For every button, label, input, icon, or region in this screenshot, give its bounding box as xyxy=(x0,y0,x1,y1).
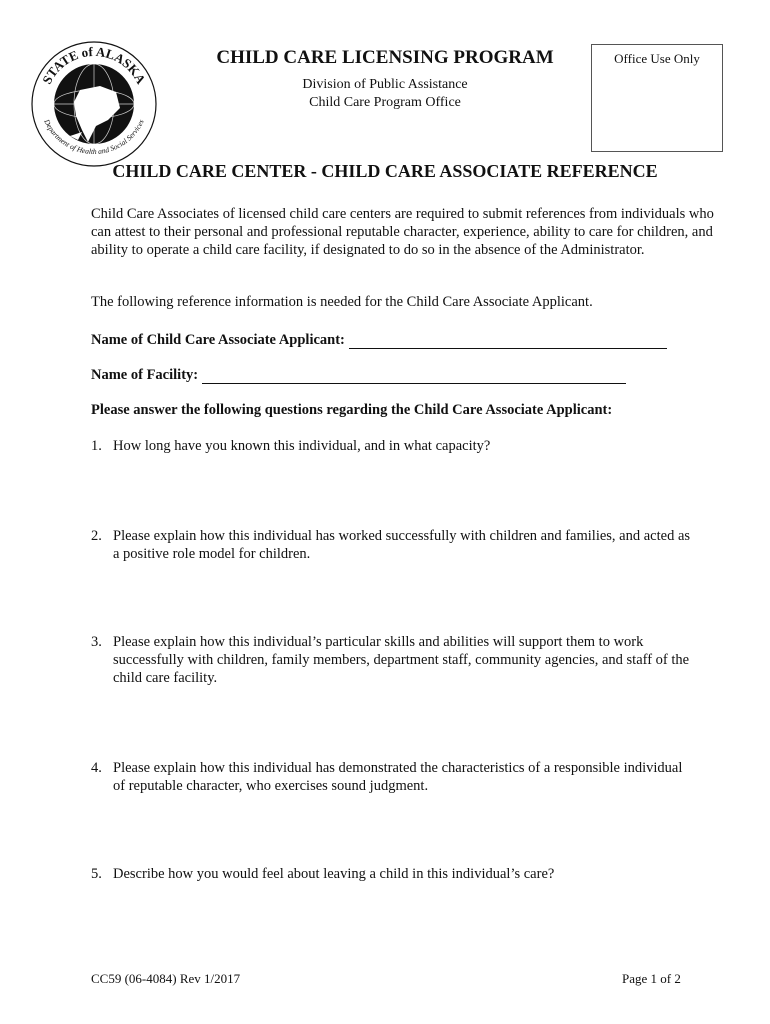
state-seal-logo xyxy=(30,40,158,168)
question-2 xyxy=(91,527,691,563)
question-text: How long have you known this individual, and in what capacity? xyxy=(113,438,491,454)
question-number: 4. xyxy=(91,760,102,776)
applicant-name-label: Name of Child Care Associate Applicant: xyxy=(91,332,345,348)
question-number: 3. xyxy=(91,634,102,650)
form-code: CC59 (06-4084) Rev 1/2017 xyxy=(91,971,241,986)
form-title: CHILD CARE CENTER - CHILD CARE ASSOCIATE REFERENCE xyxy=(112,161,658,181)
program-title: CHILD CARE LICENSING PROGRAM xyxy=(216,47,554,68)
office-use-only-box xyxy=(591,44,723,152)
page-number: Page 1 of 2 xyxy=(622,971,681,986)
question-number: 5. xyxy=(91,866,102,882)
questions-heading: Please answer the following questions regarding the Child Care Associate Applicant: xyxy=(91,402,613,418)
question-text: Please explain how this individual has worked successfully with children and families, and acted as a positive role model for children. xyxy=(113,528,691,562)
facility-name-line[interactable] xyxy=(202,369,626,384)
question-1 xyxy=(91,437,691,455)
question-text: Describe how you would feel about leaving a child in this individual’s care? xyxy=(113,866,555,882)
applicant-name-line[interactable] xyxy=(349,334,667,349)
division-name: Division of Public Assistance xyxy=(302,77,468,92)
question-text: Please explain how this individual has demonstrated the characteristics of a responsible individual of reputable character, who exercises sound judgment. xyxy=(113,760,683,794)
question-text: Please explain how this individual’s particular skills and abilities will support them to work successfully with children, family members, department staff, community agencies, and staff of the child care facility. xyxy=(113,634,690,686)
seal-bottom-text: Department of Health and Social Services xyxy=(42,117,146,157)
question-4 xyxy=(91,759,691,795)
question-number: 2. xyxy=(91,528,102,544)
office-name: Child Care Program Office xyxy=(309,95,461,110)
office-use-label: Office Use Only xyxy=(614,51,700,66)
intro-paragraph: Child Care Associates of licensed child care centers are required to submit references from individuals who can attest to their personal and professional reputable character, experience, ability to care for children, and ability to operate a child care facility, if designated to do so in the absence of the Administrator. xyxy=(91,206,714,258)
facility-name-label: Name of Facility: xyxy=(91,367,199,383)
facility-name-field[interactable] xyxy=(91,366,626,384)
question-5 xyxy=(91,865,691,883)
question-number: 1. xyxy=(91,438,102,454)
seal-top-text: STATE of ALASKA xyxy=(39,43,149,87)
reference-info-note: The following reference information is needed for the Child Care Associate Applicant. xyxy=(91,294,593,310)
applicant-name-field[interactable] xyxy=(91,331,667,349)
question-3 xyxy=(91,633,691,687)
